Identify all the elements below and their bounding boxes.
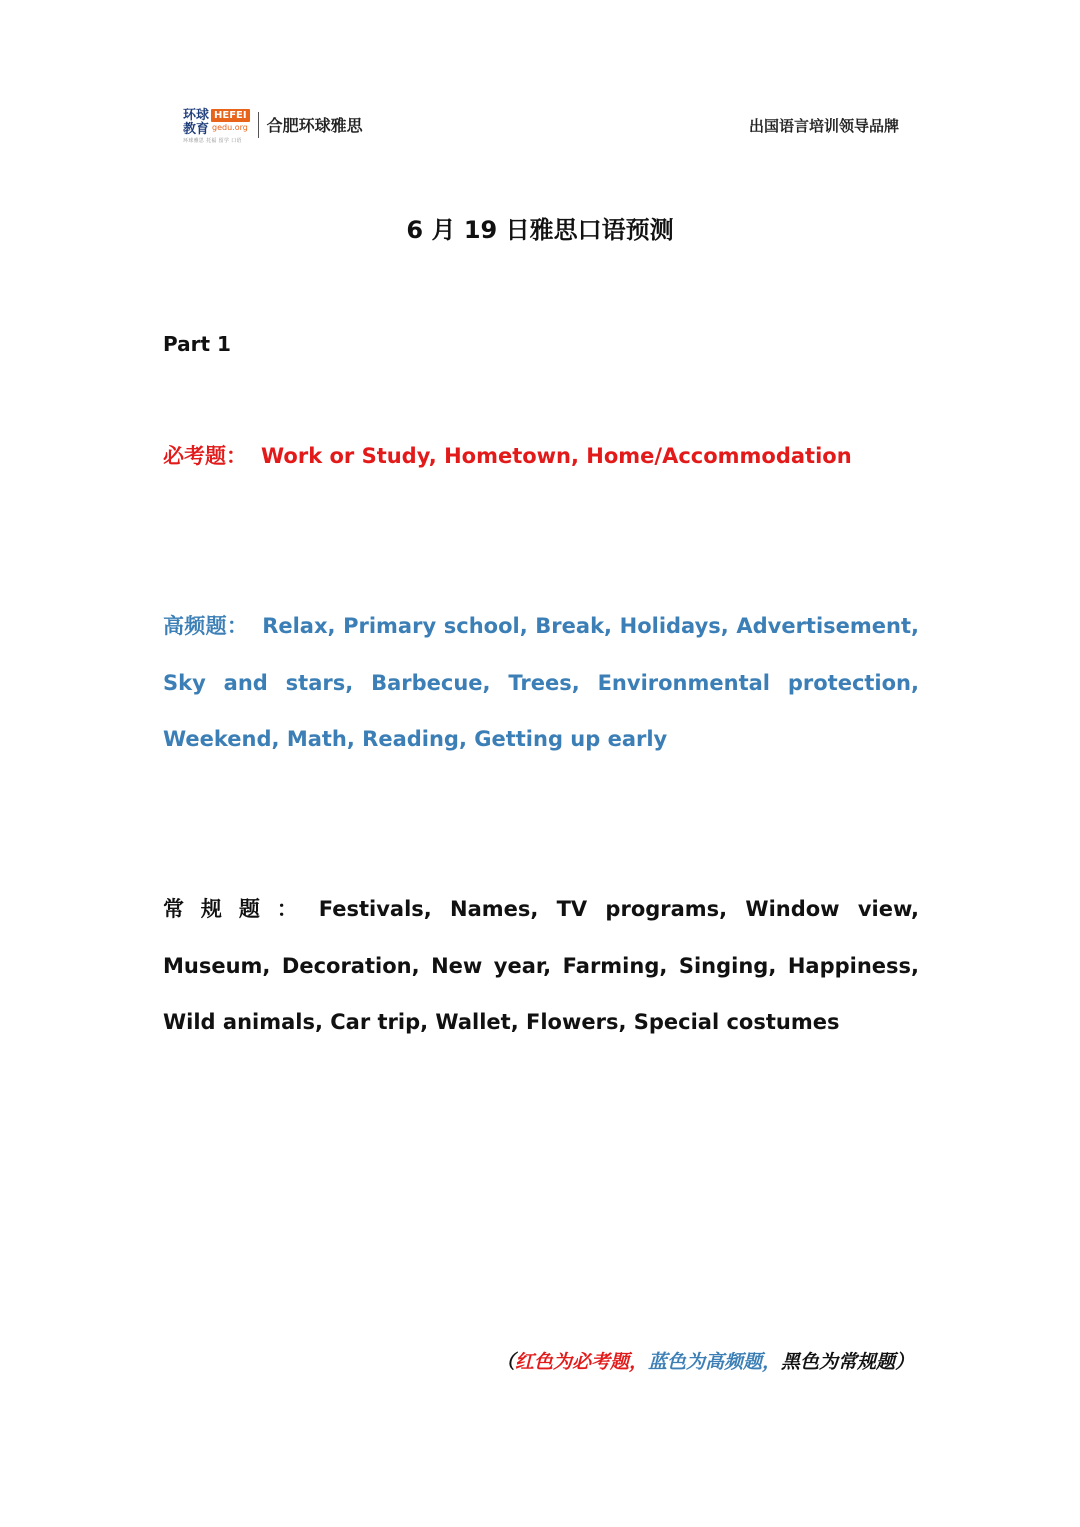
must-topics-label: 必考题： — [163, 444, 247, 468]
logo-badge — [211, 109, 250, 134]
regular-topics — [163, 881, 919, 1051]
logo-line1: 环球 — [183, 108, 210, 123]
brand-name: 合肥环球雅思 — [266, 116, 363, 135]
frequent-topics — [163, 598, 919, 768]
logo-text — [183, 109, 209, 137]
legend-black: 黑色为常规题 — [780, 1351, 895, 1373]
legend-red: 红色为必考题， — [514, 1351, 648, 1373]
page-header — [183, 108, 899, 144]
regular-topics-text: Festivals, Names, TV programs, Window view, Museum, Decoration, New year, Farming, Singing, Happiness, Wild animals, Car trip, Wallet, Flowers, Special costumes — [163, 897, 919, 1034]
color-legend — [496, 1346, 914, 1378]
logo — [183, 108, 363, 144]
slogan: 出国语言培训领导品牌 — [748, 117, 899, 135]
frequent-topics-label: 高频题： — [163, 614, 249, 638]
legend-close: ） — [894, 1351, 914, 1373]
logo-hefei: HEFEI — [211, 109, 250, 122]
part-heading: Part 1 — [163, 332, 231, 356]
must-topics-text: Work or Study, Hometown, Home/Accommodation — [261, 444, 852, 468]
page-title: 6 月 19 日雅思口语预测 — [406, 216, 674, 244]
frequent-topics-text: Relax, Primary school, Break, Holidays, Advertisement, Sky and stars, Barbecue, Trees, Environmental protection, Weekend, Math, Reading, Getting up early — [163, 614, 919, 751]
legend-open: （ — [495, 1351, 515, 1373]
logo-site: gedu.org — [212, 123, 248, 132]
logo-subtext: 环球雅思 托福 留学 口语 — [183, 138, 242, 144]
must-topics — [163, 428, 919, 485]
regular-topics-label: 常规题： — [163, 897, 315, 921]
legend-blue: 蓝色为高频题， — [647, 1351, 781, 1373]
logo-line2: 教育 — [183, 122, 210, 137]
logo-divider — [258, 112, 259, 138]
